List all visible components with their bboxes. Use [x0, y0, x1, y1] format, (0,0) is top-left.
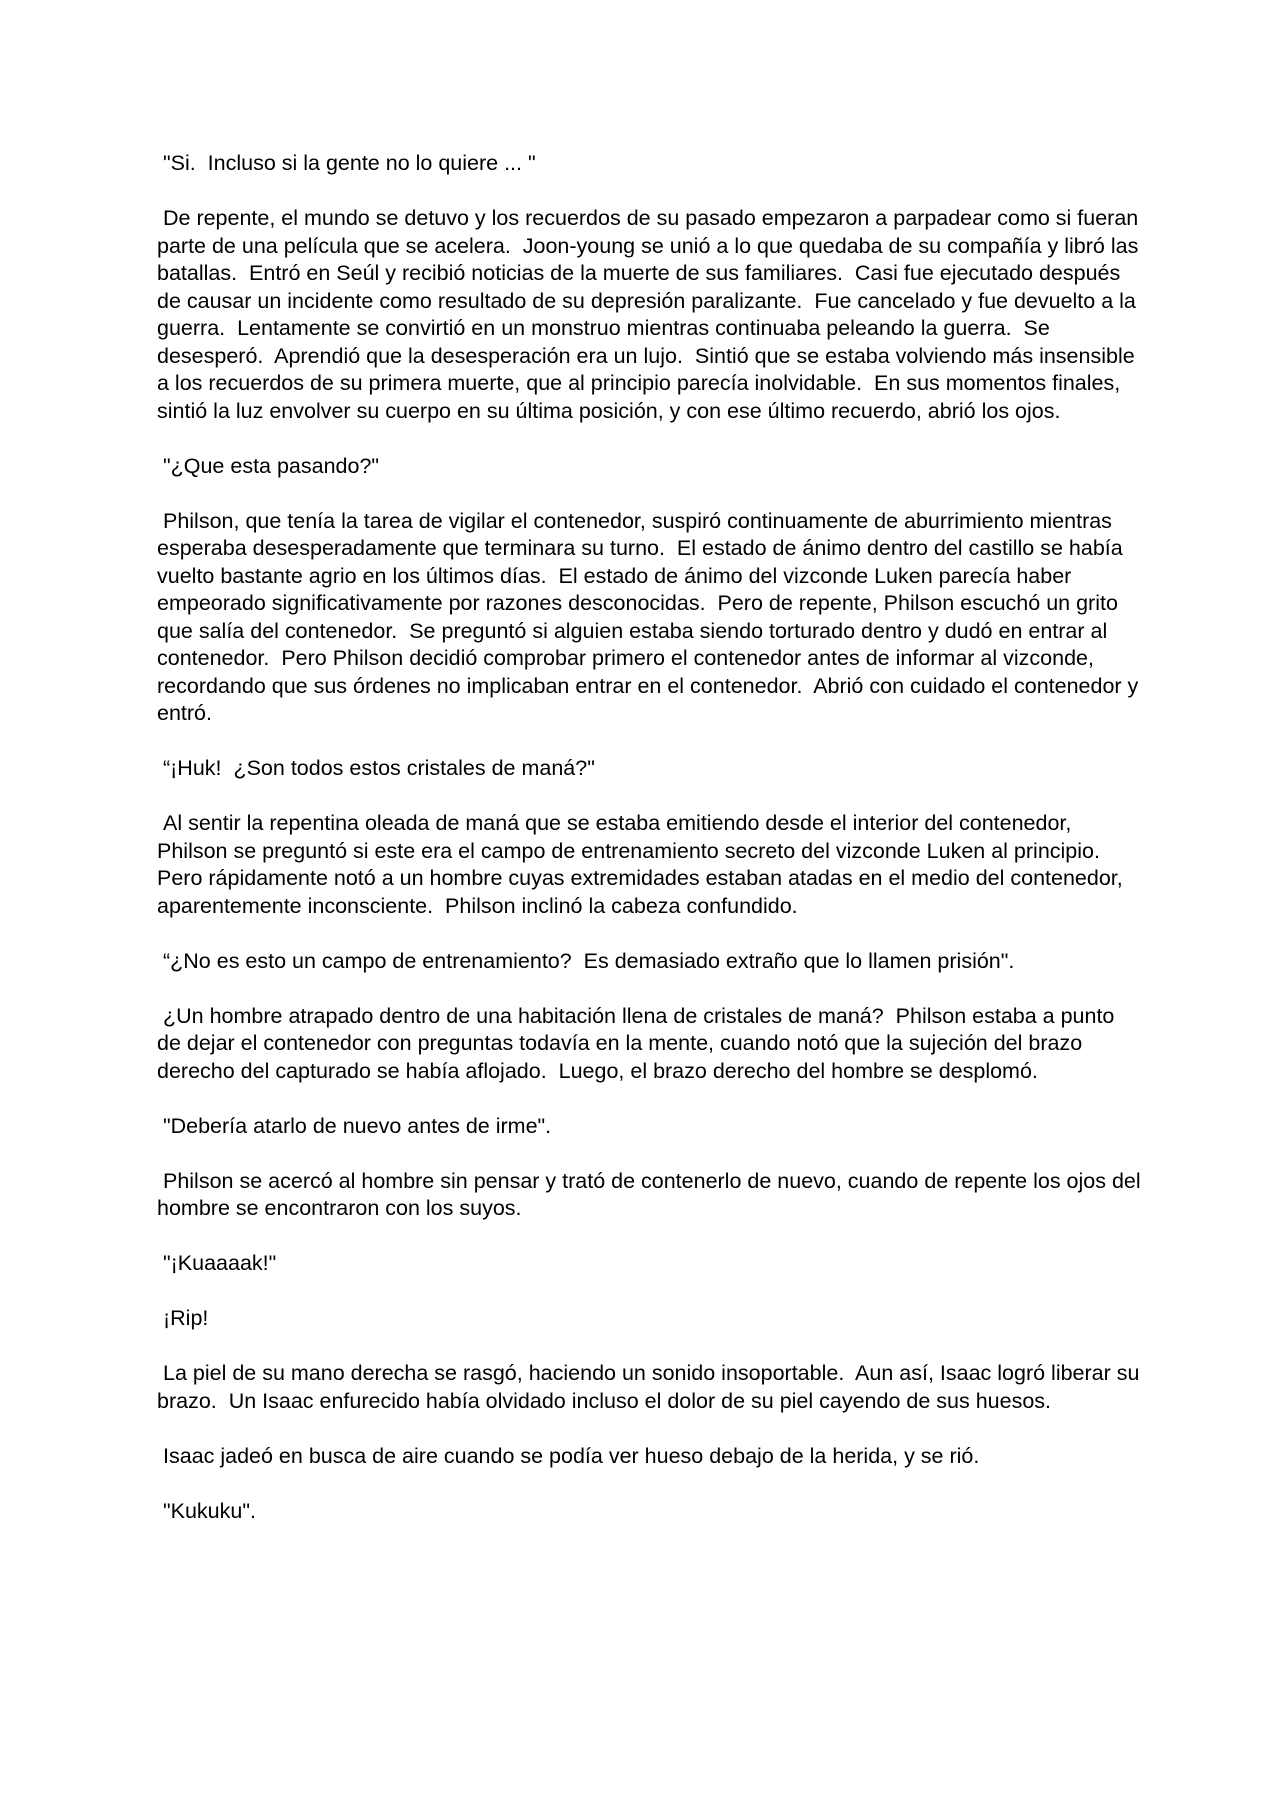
paragraph: "¿Que esta pasando?": [157, 453, 380, 478]
paragraph: Philson se acercó al hombre sin pensar y trató de contenerlo de nuevo, cuando de repente los ojos del hombre se encontraron con los suyos.: [157, 1168, 1147, 1220]
paragraph: Philson, que tenía la tarea de vigilar el contenedor, suspiró continuamente de aburrimiento mientras esperaba desesperadamente que terminara su turno. El estado de ánimo dentro del castillo se había vuelto bastante agrio en los últimos días. El estado de ánimo del vizconde Luken parecía haber empeorado significativamente por razones desconocidas. Pero de repente, Philson escuchó un grito que salía del contenedor. Se preguntó si alguien estaba siendo torturado dentro y dudó en entrar al contenedor. Pero Philson decidió comprobar primero el contenedor antes de informar al vizconde, recordando que sus órdenes no implicaban entrar en el contenedor. Abrió con cuidado el contenedor y entró.: [157, 508, 1145, 725]
paragraph: "Debería atarlo de nuevo antes de irme".: [157, 1113, 552, 1138]
paragraph: "¡Kuaaaak!": [157, 1251, 277, 1275]
paragraph: "Kukuku".: [157, 1498, 256, 1523]
paragraph: ¡Rip!: [157, 1306, 209, 1330]
paragraph: "Si. Incluso si la gente no lo quiere ... ": [157, 151, 536, 175]
paragraph: “¡Huk! ¿Son todos estos cristales de maná?": [157, 756, 595, 780]
document-page: [157, 150, 1147, 1553]
paragraph: De repente, el mundo se detuvo y los recuerdos de su pasado empezaron a parpadear como si fueran parte de una película que se acelera. Joon-young se unió a lo que quedaba de su compañía y libró las batallas. Entró en Seúl y recibió noticias de la muerte de sus familiares. Casi fue ejecutado después de causar un incidente como resultado de su depresión paralizante. Fue cancelado y fue devuelto a la guerra. Lentamente se convirtió en un monstruo mientras continuaba peleando la guerra. Se desesperó. Aprendió que la desesperación era un lujo. Sintió que se estaba volviendo más insensible a los recuerdos de su primera muerte, que al principio parecía inolvidable. En sus momentos finales, sintió la luz envolver su cuerpo en su última posición, y con ese último recuerdo, abrió los ojos.: [157, 206, 1145, 423]
paragraph: Al sentir la repentina oleada de maná que se estaba emitiendo desde el interior del contenedor, Philson se preguntó si este era el campo de entrenamiento secreto del vizconde Luken al principio. Pero rápidamente notó a un hombre cuyas extremidades estaban atadas en el medio del contenedor, aparentemente inconsciente. Philson inclinó la cabeza confundido.: [157, 811, 1129, 918]
paragraph: Isaac jadeó en busca de aire cuando se podía ver hueso debajo de la herida, y se rió.: [157, 1443, 980, 1468]
paragraph: ¿Un hombre atrapado dentro de una habitación llena de cristales de maná? Philson estaba a punto de dejar el contenedor con preguntas todavía en la mente, cuando notó que la sujeción del brazo derecho del capturado se había aflojado. Luego, el brazo derecho del hombre se desplomó.: [157, 1003, 1121, 1083]
paragraph: La piel de su mano derecha se rasgó, haciendo un sonido insoportable. Aun así, Isaac logró liberar su brazo. Un Isaac enfurecido había olvidado incluso el dolor de su piel cayendo de sus huesos.: [157, 1361, 1146, 1413]
paragraph: “¿No es esto un campo de entrenamiento? Es demasiado extraño que lo llamen prisión".: [157, 948, 1015, 973]
